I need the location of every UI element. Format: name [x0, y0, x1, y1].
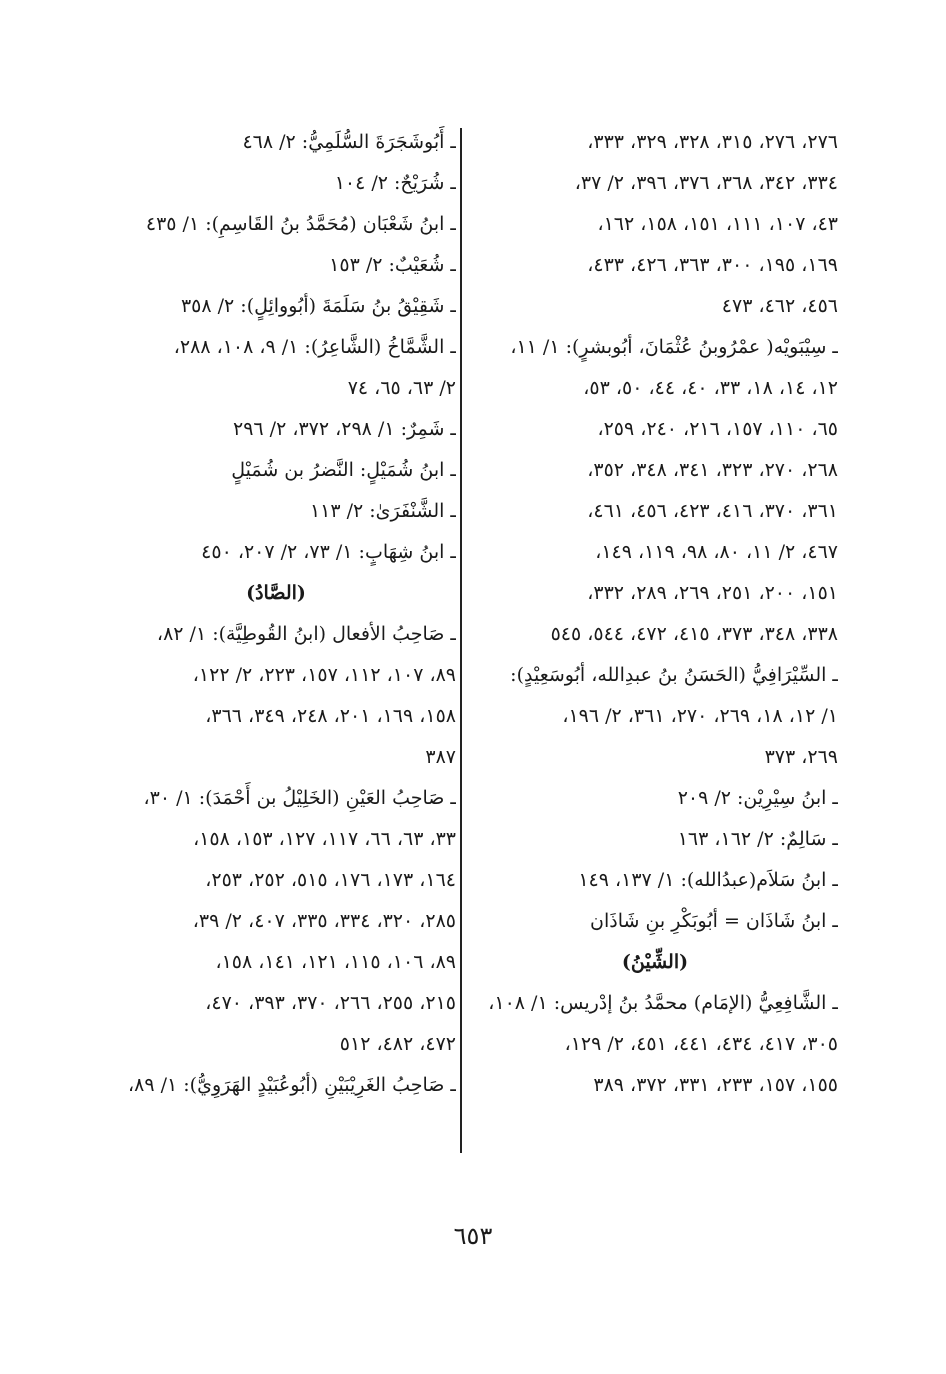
index-line: ١/ ١٢، ١٨، ٢٦٩، ٢٧٠، ٣٦١، ٢/ ١٩٦،	[562, 705, 838, 727]
index-entry: ـ الشَّمَّاخُ (الشَّاعِرُ): ١/ ٩، ١٠٨، ٢٨٨،	[173, 336, 456, 358]
index-entry: ـ ابنُ شَاذَان = أبُوبَكْرِ بنِ شَاذَان	[590, 910, 838, 932]
index-entry: ـ شُعَيْبٌ: ٢/ ١٥٣	[329, 254, 456, 276]
index-line: ٣٣، ٦٣، ٦٦، ١١٧، ١٢٧، ١٥٣، ١٥٨،	[193, 828, 456, 850]
index-line: ٢/ ٦٣، ٦٥، ٧٤	[347, 377, 456, 399]
index-line: ٨٩، ١٠٧، ١١٢، ١٥٧، ٢٢٣، ٢/ ١٢٢،	[192, 664, 456, 686]
index-entry: ـ سِيْبَويْه( عمْرُوبنُ عُثْمَانَ، أبُوبشرٍ): ١/ ١١،	[510, 336, 838, 358]
index-entry: ـ ابنُ شِهَابٍ: ١/ ٧٣، ٢/ ٢٠٧، ٤٥٠	[201, 541, 456, 563]
index-line: ٤٥٦، ٤٦٢، ٤٧٣	[721, 295, 838, 317]
index-line: ٣٠٥، ٤١٧، ٤٣٤، ٤٤١، ٤٥١، ٢/ ١٢٩،	[564, 1033, 838, 1055]
index-line: ٣٨٧	[425, 746, 456, 768]
index-entry: ـ صَاحِبُ الأفعال (ابنُ القُوطِيَّة): ١/ ٨٢،	[156, 623, 456, 645]
index-entry: ـ ابنُ سِيْرِيْن: ٢/ ٢٠٩	[677, 787, 838, 809]
index-line: ١٥١، ٢٠٠، ٢٥١، ٢٦٩، ٢٨٩، ٣٣٢،	[587, 582, 838, 604]
index-line: ١٦٤، ١٧٣، ١٧٦، ٥١٥، ٢٥٢، ٢٥٣،	[205, 869, 456, 891]
index-line: ١٥٥، ١٥٧، ٢٣٣، ٣٣١، ٣٧٢، ٣٨٩	[593, 1074, 838, 1096]
index-entry: ـ شَمِرٌ: ١/ ٢٩٨، ٣٧٢، ٢/ ٢٩٦	[233, 418, 456, 440]
index-entry: ـ ابنُ شَعْبَان (مُحَمَّدُ بنُ القَاسِمِ): ١/ ٤٣٥	[145, 213, 456, 235]
section-heading-sad: (الصَّادُ)	[246, 582, 306, 604]
index-column-left	[96, 122, 456, 1106]
index-entry: ـ شُرَيْحٌ: ٢/ ١٠٤	[334, 172, 456, 194]
index-entry: ـ السِّيْرَافِيُّ (الحَسَنُ بنُ عبدِالله، أبُوسَعِيْدٍ):	[510, 664, 838, 686]
index-entry: ـ الشَّافِعِيُّ (الإمَام) محمَّدُ بنُ إدْريس: ١/ ١٠٨،	[488, 992, 838, 1014]
index-line: ٢٨٥، ٣٢٠، ٣٣٤، ٣٣٥، ٤٠٧، ٢/ ٣٩،	[192, 910, 456, 932]
column-divider	[460, 128, 462, 1153]
index-line: ١٦٩، ١٩٥، ٣٠٠، ٣٦٣، ٤٢٦، ٤٣٣،	[587, 254, 838, 276]
index-line: ٤٦٧، ٢/ ١١، ٨٠، ٩٨، ١١٩، ١٤٩،	[595, 541, 838, 563]
index-entry: ـ ابنُ سَلاَم(عبدُالله): ١/ ١٣٧، ١٤٩	[578, 869, 838, 891]
index-line: ٣٦١، ٣٧٠، ٤١٦، ٤٢٣، ٤٥٦، ٤٦١،	[587, 500, 838, 522]
index-entry: ـ صَاحِبُ الغَرِيْبَيْنِ (أبُوعُبَيْدٍ الهَرَوِيُّ): ١/ ٨٩،	[128, 1074, 456, 1096]
index-line: ٦٥، ١١٠، ١٥٧، ٢١٦، ٢٤٠، ٢٥٩،	[597, 418, 838, 440]
page-number: ٦٥٣	[453, 1222, 493, 1250]
index-line: ٤٣، ١٠٧، ١١١، ١٥١، ١٥٨، ١٦٢،	[597, 213, 838, 235]
index-line: ١٢، ١٤، ١٨، ٣٣، ٤٠، ٤٤، ٥٠، ٥٣،	[583, 377, 838, 399]
index-line: ١٥٨، ١٦٩، ٢٠١، ٢٤٨، ٣٤٩، ٣٦٦،	[205, 705, 456, 727]
index-entry: ـ سَالِمٌ: ٢/ ١٦٢، ١٦٣	[677, 828, 838, 850]
index-line: ٢٦٩، ٣٧٣	[764, 746, 838, 768]
index-line: ٨٩، ١٠٦، ١١٥، ١٢١، ١٤١، ١٥٨،	[215, 951, 456, 973]
index-entry: ـ الشَّنْفَرَىٰ: ٢/ ١١٣	[309, 500, 456, 522]
index-line: ٤٧٢، ٤٨٢، ٥١٢	[339, 1033, 456, 1055]
index-line: ٣٣٤، ٣٤٢، ٣٦٨، ٣٧٦، ٣٩٦، ٢/ ٣٧،	[574, 172, 838, 194]
index-line: ٢٧٦، ٢٧٦، ٣١٥، ٣٢٨، ٣٢٩، ٣٣٣،	[587, 131, 838, 153]
index-entry: ـ أَبُوشَجَرَةَ السُّلَمِيُّ: ٢/ ٤٦٨	[242, 131, 456, 153]
index-entry: ـ شَقِيْقُ بنُ سَلَمَةَ (أبُووائِلٍ): ٢/ ٣٥٨	[180, 295, 456, 317]
index-line: ٢١٥، ٢٥٥، ٢٦٦، ٣٧٠، ٣٩٣، ٤٧٠،	[205, 992, 456, 1014]
index-entry: ـ صَاحِبُ العَيْنِ (الخَلِيْلُ بن أَحْمَدَ): ١/ ٣٠،	[143, 787, 456, 809]
index-column-right	[472, 122, 838, 1106]
section-heading-shin: (الشِّيْنُ)	[621, 951, 689, 973]
index-line: ٢٦٨، ٢٧٠، ٣٢٣، ٣٤١، ٣٤٨، ٣٥٢،	[587, 459, 838, 481]
index-entry: ـ ابنُ شُمَيْلٍ: النَّضرُ بن شُمَيْلٍ	[231, 459, 456, 481]
index-line: ٣٣٨، ٣٤٨، ٣٧٣، ٤١٥، ٤٧٢، ٥٤٤، ٥٤٥	[550, 623, 838, 645]
